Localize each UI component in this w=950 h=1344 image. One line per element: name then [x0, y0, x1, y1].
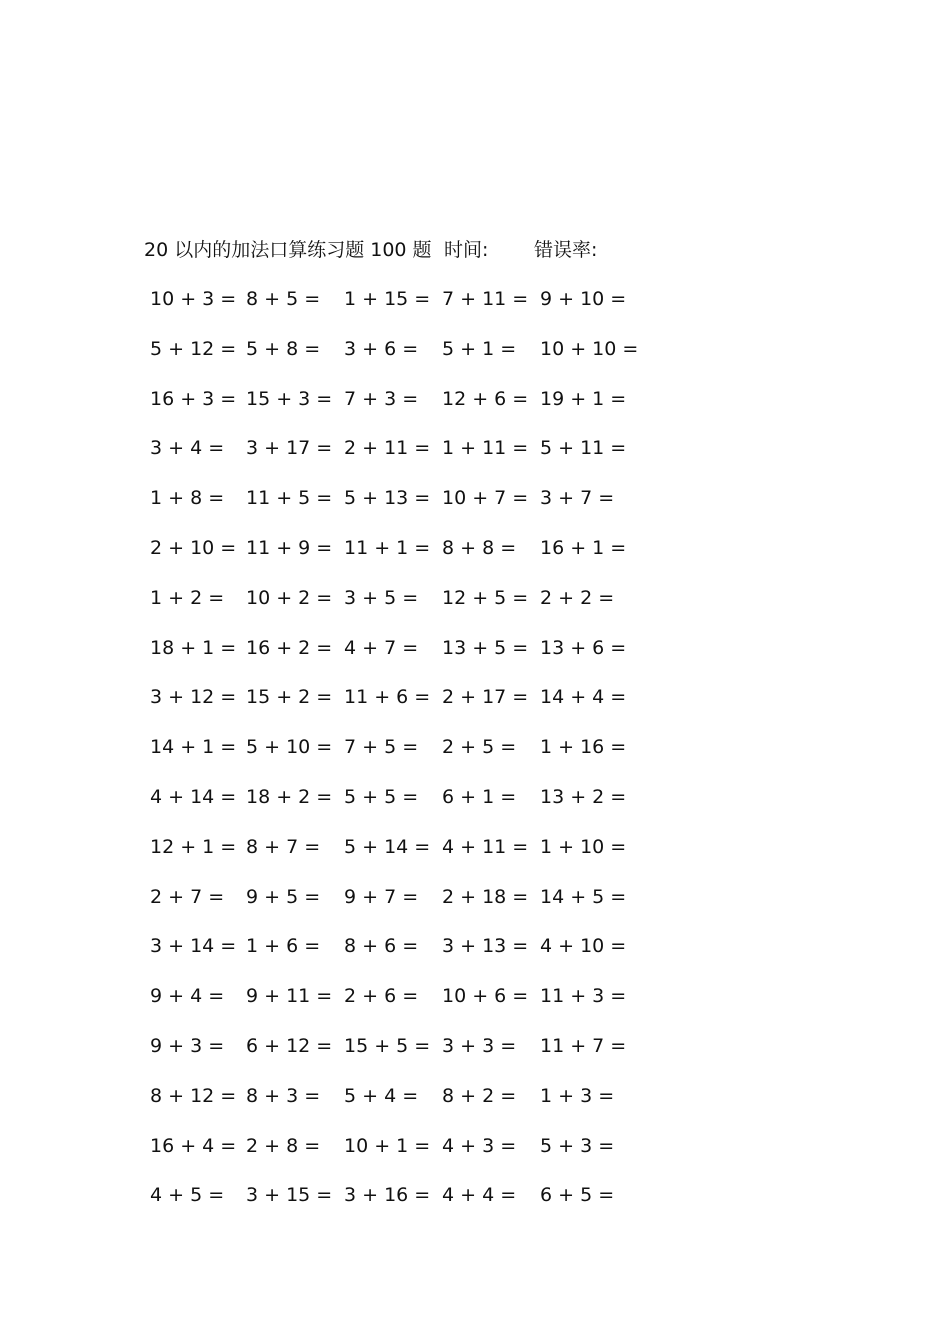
- problem-row: [150, 335, 639, 363]
- problem-row: [150, 1181, 630, 1209]
- problem-item: 2 + 18 =: [442, 885, 529, 908]
- problem-item: 5 + 11 =: [540, 437, 627, 460]
- problem-row: [150, 1032, 630, 1060]
- problem-item: 6 + 1 =: [442, 786, 517, 808]
- problem-row: [150, 833, 630, 861]
- problem-item: 8 + 5 =: [246, 288, 321, 310]
- problem-item: 6 + 12 =: [246, 1035, 333, 1057]
- problem-item: 9 + 10 =: [540, 288, 627, 310]
- problem-item: 4 + 10 =: [540, 935, 627, 958]
- problem-item: 12 + 5 =: [442, 586, 529, 609]
- problem-item: 2 + 2 =: [540, 586, 615, 609]
- problem-row: [150, 285, 630, 313]
- problem-row: [150, 1082, 630, 1110]
- problem-item: 7 + 3 =: [344, 387, 419, 410]
- problem-item: 1 + 16 =: [540, 736, 627, 759]
- problem-item: 1 + 11 =: [442, 437, 529, 460]
- problem-item: 2 + 6 =: [344, 985, 419, 1008]
- problem-item: 10 + 7 =: [442, 487, 529, 510]
- problem-item: 4 + 4 =: [442, 1184, 517, 1207]
- problem-item: 15 + 3 =: [246, 387, 333, 410]
- problem-row: [150, 883, 630, 911]
- problem-item: 4 + 14 =: [150, 786, 237, 808]
- error-rate-label: 错误率:: [534, 239, 598, 261]
- problem-item: 10 + 1 =: [344, 1134, 431, 1157]
- problem-row: [150, 683, 630, 711]
- problem-item: 11 + 6 =: [344, 686, 431, 709]
- problem-item: 7 + 5 =: [344, 736, 419, 759]
- problem-item: 2 + 5 =: [442, 736, 517, 759]
- problem-item: 5 + 10 =: [246, 736, 333, 759]
- problem-row: [150, 733, 630, 761]
- problem-item: 8 + 7 =: [246, 835, 321, 858]
- problem-item: 13 + 6 =: [540, 636, 627, 659]
- problem-item: 4 + 11 =: [442, 835, 529, 858]
- problem-item: 7 + 11 =: [442, 288, 529, 310]
- problem-item: 2 + 17 =: [442, 686, 529, 709]
- problem-row: [150, 783, 630, 811]
- problem-item: 1 + 10 =: [540, 835, 627, 858]
- problem-item: 8 + 2 =: [442, 1084, 517, 1107]
- problem-item: 3 + 12 =: [150, 686, 237, 709]
- problem-item: 3 + 13 =: [442, 935, 529, 958]
- problem-item: 14 + 4 =: [540, 686, 627, 709]
- problem-item: 3 + 4 =: [150, 437, 225, 460]
- problem-row: [150, 584, 630, 612]
- problem-item: 3 + 15 =: [246, 1184, 333, 1207]
- problem-item: 3 + 7 =: [540, 487, 615, 510]
- problem-item: 2 + 8 =: [246, 1134, 321, 1157]
- worksheet-title: 20 以内的加法口算练习题 100 题: [144, 239, 432, 261]
- problem-item: 8 + 3 =: [246, 1084, 321, 1107]
- problem-item: 11 + 5 =: [246, 487, 333, 510]
- problem-item: 11 + 1 =: [344, 537, 431, 559]
- problem-item: 1 + 3 =: [540, 1084, 615, 1107]
- problem-item: 13 + 2 =: [540, 786, 627, 808]
- problem-item: 16 + 3 =: [150, 387, 237, 410]
- problem-item: 9 + 4 =: [150, 985, 225, 1008]
- problem-item: 11 + 9 =: [246, 537, 333, 559]
- problem-item: 5 + 3 =: [540, 1134, 615, 1157]
- problem-item: 2 + 10 =: [150, 537, 237, 559]
- problem-item: 11 + 3 =: [540, 985, 627, 1008]
- problem-item: 3 + 14 =: [150, 935, 237, 958]
- problem-item: 4 + 3 =: [442, 1134, 517, 1157]
- problem-item: 5 + 13 =: [344, 487, 431, 510]
- problem-item: 8 + 6 =: [344, 935, 419, 958]
- problem-item: 5 + 5 =: [344, 786, 419, 808]
- problem-item: 9 + 3 =: [150, 1035, 225, 1057]
- problem-row: [150, 484, 630, 512]
- problem-item: 8 + 12 =: [150, 1084, 237, 1107]
- problem-item: 4 + 5 =: [150, 1184, 225, 1207]
- problem-item: 9 + 7 =: [344, 885, 419, 908]
- problem-item: 2 + 7 =: [150, 885, 225, 908]
- problem-item: 16 + 2 =: [246, 636, 333, 659]
- problem-item: 3 + 17 =: [246, 437, 333, 460]
- problem-item: 3 + 5 =: [344, 586, 419, 609]
- problem-item: 6 + 5 =: [540, 1184, 615, 1207]
- problem-row: [150, 434, 630, 462]
- problem-row: [150, 982, 630, 1010]
- problem-item: 5 + 1 =: [442, 337, 517, 360]
- problem-item: 3 + 16 =: [344, 1184, 431, 1207]
- time-label: 时间:: [444, 239, 489, 261]
- problem-item: 10 + 10 =: [540, 337, 639, 360]
- problem-item: 3 + 6 =: [344, 337, 419, 360]
- problem-row: [150, 932, 630, 960]
- problem-row: [150, 634, 630, 662]
- problem-item: 16 + 4 =: [150, 1134, 237, 1157]
- problem-item: 5 + 12 =: [150, 337, 237, 360]
- problem-item: 12 + 6 =: [442, 387, 529, 410]
- problem-item: 9 + 5 =: [246, 885, 321, 908]
- problem-item: 8 + 8 =: [442, 537, 517, 559]
- problem-item: 15 + 5 =: [344, 1035, 431, 1057]
- problem-item: 13 + 5 =: [442, 636, 529, 659]
- problem-item: 4 + 7 =: [344, 636, 419, 659]
- problem-item: 5 + 8 =: [246, 337, 321, 360]
- problem-item: 11 + 7 =: [540, 1035, 627, 1057]
- problem-item: 1 + 15 =: [344, 288, 431, 310]
- problem-item: 16 + 1 =: [540, 537, 627, 559]
- problem-item: 9 + 11 =: [246, 985, 333, 1008]
- problem-item: 14 + 1 =: [150, 736, 237, 759]
- problem-row: [150, 385, 630, 413]
- problem-item: 1 + 8 =: [150, 487, 225, 510]
- problem-item: 19 + 1 =: [540, 387, 627, 410]
- problem-item: 1 + 6 =: [246, 935, 321, 958]
- problem-item: 1 + 2 =: [150, 586, 225, 609]
- problem-item: 15 + 2 =: [246, 686, 333, 709]
- problem-item: 12 + 1 =: [150, 835, 237, 858]
- problem-item: 10 + 2 =: [246, 586, 333, 609]
- problem-item: 10 + 3 =: [150, 288, 237, 310]
- problem-item: 5 + 4 =: [344, 1084, 419, 1107]
- problem-item: 14 + 5 =: [540, 885, 627, 908]
- problem-item: 3 + 3 =: [442, 1035, 517, 1057]
- problem-item: 2 + 11 =: [344, 437, 431, 460]
- problem-item: 5 + 14 =: [344, 835, 431, 858]
- problem-item: 18 + 2 =: [246, 786, 333, 808]
- problem-item: 10 + 6 =: [442, 985, 529, 1008]
- problem-row: [150, 1132, 630, 1160]
- problem-row: [150, 534, 630, 562]
- problem-item: 18 + 1 =: [150, 636, 237, 659]
